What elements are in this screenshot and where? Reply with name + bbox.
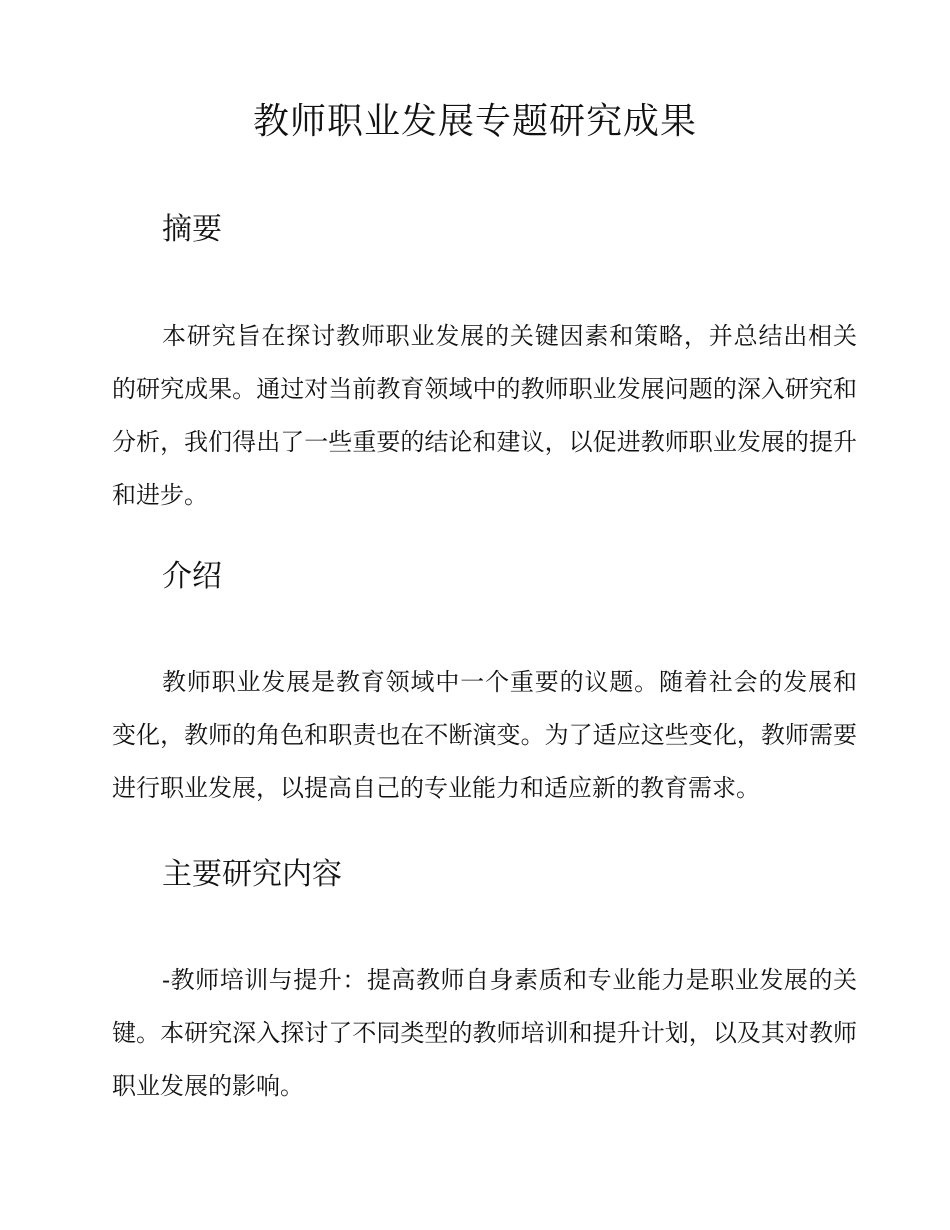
document-title: 教师职业发展专题研究成果	[252, 101, 697, 142]
section-paragraph-main-research: -教师培训与提升：提高教师自身素质和专业能力是职业发展的关键。本研究深入探讨了不同类型的教师培训和提升计划，以及其对教师职业发展的影响。	[112, 966, 857, 1100]
section-heading-main-research: 主要研究内容	[162, 857, 342, 892]
section-heading-abstract: 摘要	[162, 212, 222, 247]
section-paragraph-abstract: 本研究旨在探讨教师职业发展的关键因素和策略，并总结出相关的研究成果。通过对当前教育领域中的教师职业发展问题的深入研究和分析，我们得出了一些重要的结论和建议，以促进教师职业发展的提升和进步。	[112, 322, 857, 509]
section-paragraph-introduction: 教师职业发展是教育领域中一个重要的议题。随着社会的发展和变化，教师的角色和职责也在不断演变。为了适应这些变化，教师需要进行职业发展，以提高自己的专业能力和适应新的教育需求。	[112, 668, 857, 802]
section-heading-introduction: 介绍	[162, 559, 222, 594]
